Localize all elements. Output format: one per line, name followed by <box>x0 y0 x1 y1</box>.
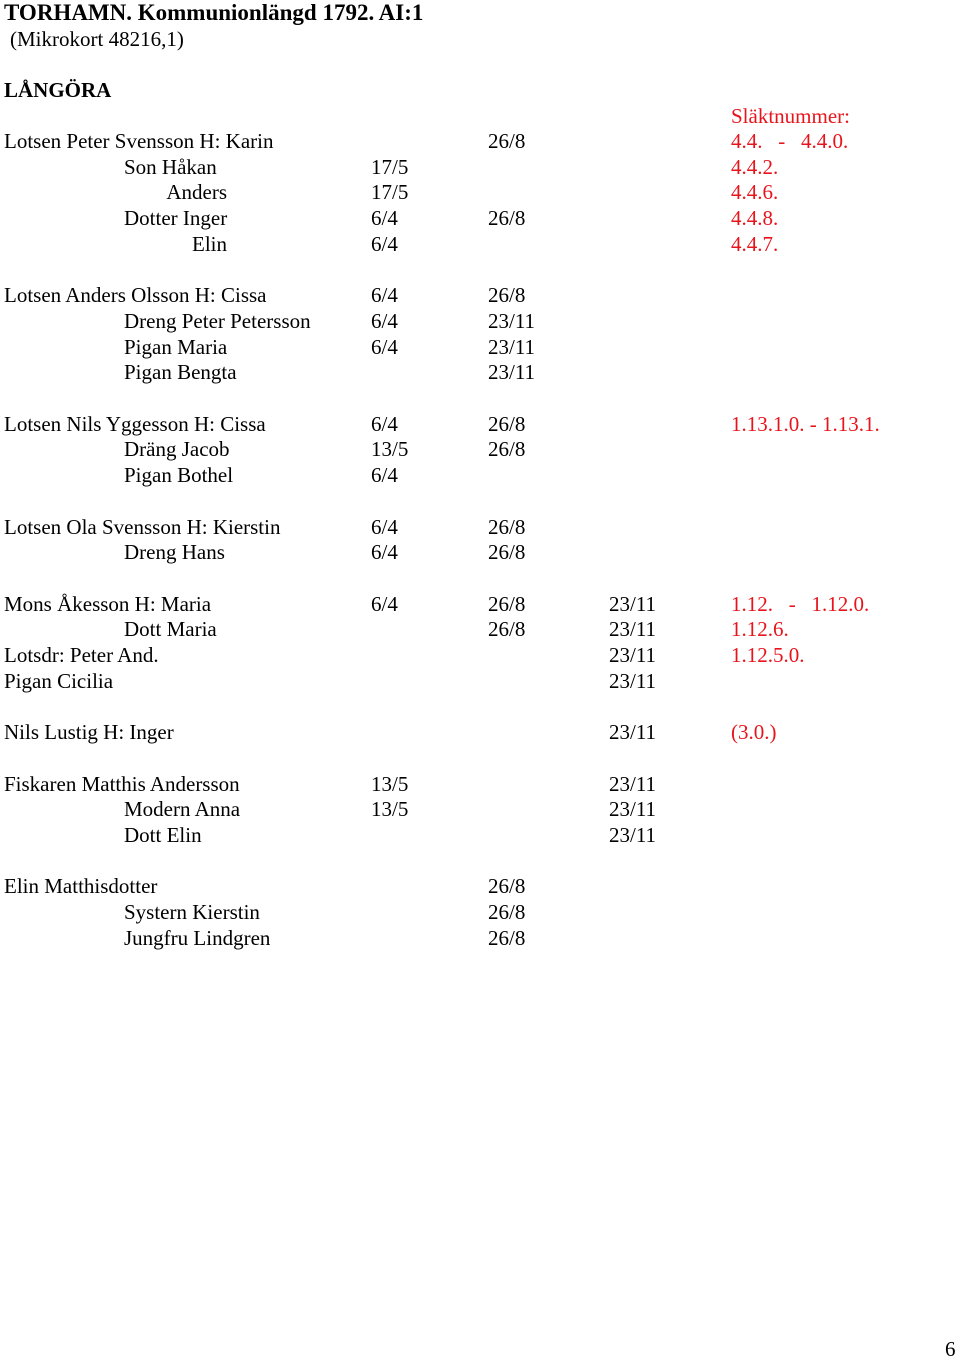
entry-date-3: 23/11 <box>609 823 657 847</box>
register-row <box>0 645 960 669</box>
entry-date-2: 26/8 <box>488 900 526 924</box>
entry-family-number: 1.13.1.0. - 1.13.1. <box>731 412 880 436</box>
register-row <box>0 722 960 746</box>
entry-name: Jungfru Lindgren <box>124 926 271 950</box>
entry-date-1: 6/4 <box>371 309 398 333</box>
entry-name: Dotter Inger <box>124 206 228 230</box>
entry-date-3: 23/11 <box>609 720 657 744</box>
entry-name: Pigan Maria <box>124 335 228 359</box>
entry-date-2: 26/8 <box>488 874 526 898</box>
entry-date-1: 6/4 <box>371 283 398 307</box>
entry-name: Mons Åkesson H: Maria <box>4 592 212 616</box>
entry-name: Dreng Peter Petersson <box>124 309 311 333</box>
entry-name: Elin <box>192 232 227 256</box>
entry-name: Dott Elin <box>124 823 202 847</box>
register-row <box>0 182 960 206</box>
register-row <box>0 671 960 695</box>
register-row <box>0 414 960 438</box>
ref-column-header: Släktnummer: <box>731 104 850 128</box>
register-row <box>0 799 960 823</box>
entry-name: Lotsen Peter Svensson H: Karin <box>4 129 274 153</box>
entry-name: Pigan Cicilia <box>4 669 114 693</box>
register-row <box>0 311 960 335</box>
entry-family-number: 4.4.2. <box>731 155 779 179</box>
entry-family-number: 4.4.7. <box>731 232 779 256</box>
entry-family-number: (3.0.) <box>731 720 777 744</box>
entry-date-2: 26/8 <box>488 515 526 539</box>
entry-name: Dräng Jacob <box>124 437 230 461</box>
entry-name: Dreng Hans <box>124 540 225 564</box>
register-row <box>0 542 960 566</box>
entry-name: Anders <box>166 180 227 204</box>
entry-date-2: 26/8 <box>488 617 526 641</box>
register-row <box>0 131 960 155</box>
entry-date-2: 26/8 <box>488 437 526 461</box>
entry-family-number: 1.12. - 1.12.0. <box>731 592 870 616</box>
entry-name: Lotsen Ola Svensson H: Kierstin <box>4 515 281 539</box>
entry-date-2: 26/8 <box>488 592 526 616</box>
entry-name: Pigan Bengta <box>124 360 237 384</box>
entry-name: Fiskaren Matthis Andersson <box>4 772 240 796</box>
register-row <box>0 594 960 618</box>
document-title: TORHAMN. Kommunionlängd 1792. AI:1 <box>4 0 424 25</box>
entry-date-3: 23/11 <box>609 617 657 641</box>
entry-date-1: 6/4 <box>371 463 398 487</box>
register-row <box>0 517 960 541</box>
entry-date-1: 13/5 <box>371 437 409 461</box>
entry-date-2: 26/8 <box>488 129 526 153</box>
entry-family-number: 4.4.6. <box>731 180 779 204</box>
register-row <box>0 465 960 489</box>
entry-name: Son Håkan <box>124 155 217 179</box>
entry-family-number: 4.4. - 4.4.0. <box>731 129 849 153</box>
entry-name: Elin Matthisdotter <box>4 874 158 898</box>
entry-date-2: 23/11 <box>488 335 536 359</box>
entry-name: Lotsen Nils Yggesson H: Cissa <box>4 412 266 436</box>
entry-date-2: 23/11 <box>488 360 536 384</box>
register-row <box>0 876 960 900</box>
entry-date-3: 23/11 <box>609 592 657 616</box>
entry-date-1: 13/5 <box>371 797 409 821</box>
entry-name: Nils Lustig H: Inger <box>4 720 174 744</box>
entry-date-1: 6/4 <box>371 232 398 256</box>
register-row <box>0 285 960 309</box>
entry-name: Modern Anna <box>124 797 241 821</box>
register-row <box>0 902 960 926</box>
entry-date-2: 26/8 <box>488 540 526 564</box>
entry-family-number: 1.12.6. <box>731 617 789 641</box>
entry-date-1: 6/4 <box>371 592 398 616</box>
entry-date-3: 23/11 <box>609 772 657 796</box>
entry-name: Pigan Bothel <box>124 463 234 487</box>
entry-family-number: 1.12.5.0. <box>731 643 805 667</box>
entry-date-3: 23/11 <box>609 643 657 667</box>
entry-date-2: 26/8 <box>488 926 526 950</box>
register-row <box>0 928 960 952</box>
entry-date-2: 26/8 <box>488 412 526 436</box>
entry-date-1: 13/5 <box>371 772 409 796</box>
register-row <box>0 157 960 181</box>
register-row <box>0 362 960 386</box>
entry-family-number: 4.4.8. <box>731 206 779 230</box>
register-row <box>0 825 960 849</box>
entry-date-2: 26/8 <box>488 283 526 307</box>
entry-date-2: 26/8 <box>488 206 526 230</box>
register-row <box>0 774 960 798</box>
register-row <box>0 337 960 361</box>
entry-name: Systern Kierstin <box>124 900 260 924</box>
document-subtitle: (Mikrokort 48216,1) <box>10 27 184 51</box>
entry-date-2: 23/11 <box>488 309 536 333</box>
entry-date-1: 6/4 <box>371 335 398 359</box>
register-row <box>0 619 960 643</box>
register-row <box>0 439 960 463</box>
entry-date-1: 6/4 <box>371 412 398 436</box>
page-number: 6 <box>945 1337 956 1361</box>
entry-date-1: 6/4 <box>371 515 398 539</box>
entry-date-1: 6/4 <box>371 540 398 564</box>
entry-date-1: 17/5 <box>371 180 409 204</box>
entry-name: Lotsdr: Peter And. <box>4 643 159 667</box>
entry-date-1: 17/5 <box>371 155 409 179</box>
section-heading: LÅNGÖRA <box>4 78 112 102</box>
register-row <box>0 208 960 232</box>
register-row <box>0 234 960 258</box>
entry-date-1: 6/4 <box>371 206 398 230</box>
entry-date-3: 23/11 <box>609 797 657 821</box>
entry-name: Dott Maria <box>124 617 217 641</box>
entry-date-3: 23/11 <box>609 669 657 693</box>
entry-name: Lotsen Anders Olsson H: Cissa <box>4 283 267 307</box>
